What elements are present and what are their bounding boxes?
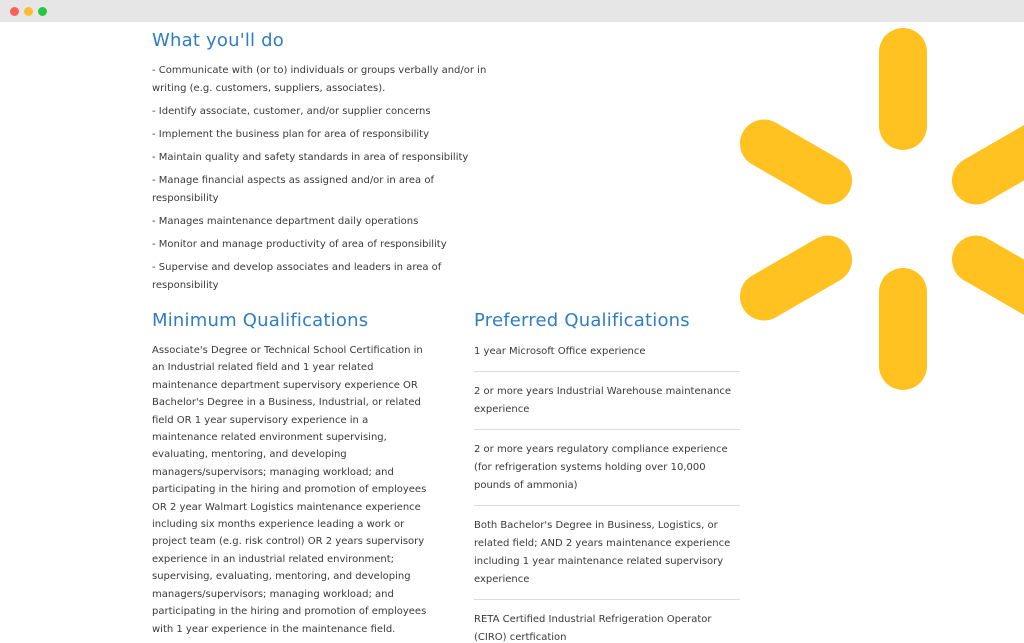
close-window-button[interactable] — [10, 7, 19, 16]
list-item: - Manage financial aspects as assigned and/or in area of responsibility — [152, 175, 435, 204]
what-youll-do-heading: What you'll do — [152, 30, 284, 51]
list-item: - Manages maintenance department daily operations — [152, 216, 419, 227]
minimize-window-button[interactable] — [24, 7, 33, 16]
walmart-spark-icon — [735, 22, 1024, 402]
maximize-window-button[interactable] — [38, 7, 47, 16]
preferred-qualifications-list — [474, 342, 740, 643]
job-details-content — [0, 22, 1024, 643]
list-item: Both Bachelor's Degree in Business, Logistics, or related field; AND 2 years maintenance experience including 1 year maintenance related supervisory experience — [474, 516, 740, 600]
window-titlebar — [0, 0, 1024, 22]
list-item: - Communicate with (or to) individuals or groups verbally and/or in writing (e.g. customers, suppliers, associates). — [152, 65, 487, 94]
what-youll-do-list — [152, 62, 492, 300]
list-item: - Supervise and develop associates and leaders in area of responsibility — [152, 262, 442, 291]
list-item: - Maintain quality and safety standards in area of responsibility — [152, 152, 469, 163]
list-item: 2 or more years regulatory compliance experience (for refrigeration systems holding over 10,000 pounds of ammonia) — [474, 440, 740, 506]
minimum-qualifications-text: Associate's Degree or Technical School Certification in an Industrial related field and 1 year related maintenance department supervisory experience OR Bachelor's Degree in a Business, Industrial, or related field OR 1 year supervisory experience in a maintenance related environment supervising, evaluating, mentoring, and developing managers/supervisors; managing workload; and participating in the hiring and promotion of employees OR 2 year Walmart Logistics maintenance experience including six months experience leading a work or project team (e.g. risk control) OR 2 years supervisory experience in an industrial related environment; supervising, evaluating, mentoring, and developing managers/supervisors; managing workload; and participating in the hiring and promotion of employees with 1 year experience in the maintenance field. — [152, 345, 427, 635]
list-item: - Identify associate, customer, and/or supplier concerns — [152, 106, 431, 117]
list-item: - Implement the business plan for area of responsibility — [152, 129, 430, 140]
list-item: RETA Certified Industrial Refrigeration Operator (CIRO) certfication — [474, 614, 712, 643]
preferred-qualifications-heading: Preferred Qualifications — [474, 310, 690, 331]
list-item: - Monitor and manage productivity of area of responsibility — [152, 239, 447, 250]
minimum-qualifications-heading: Minimum Qualifications — [152, 310, 369, 331]
list-item: 2 or more years Industrial Warehouse maintenance experience — [474, 382, 740, 430]
list-item: 1 year Microsoft Office experience — [474, 342, 740, 372]
